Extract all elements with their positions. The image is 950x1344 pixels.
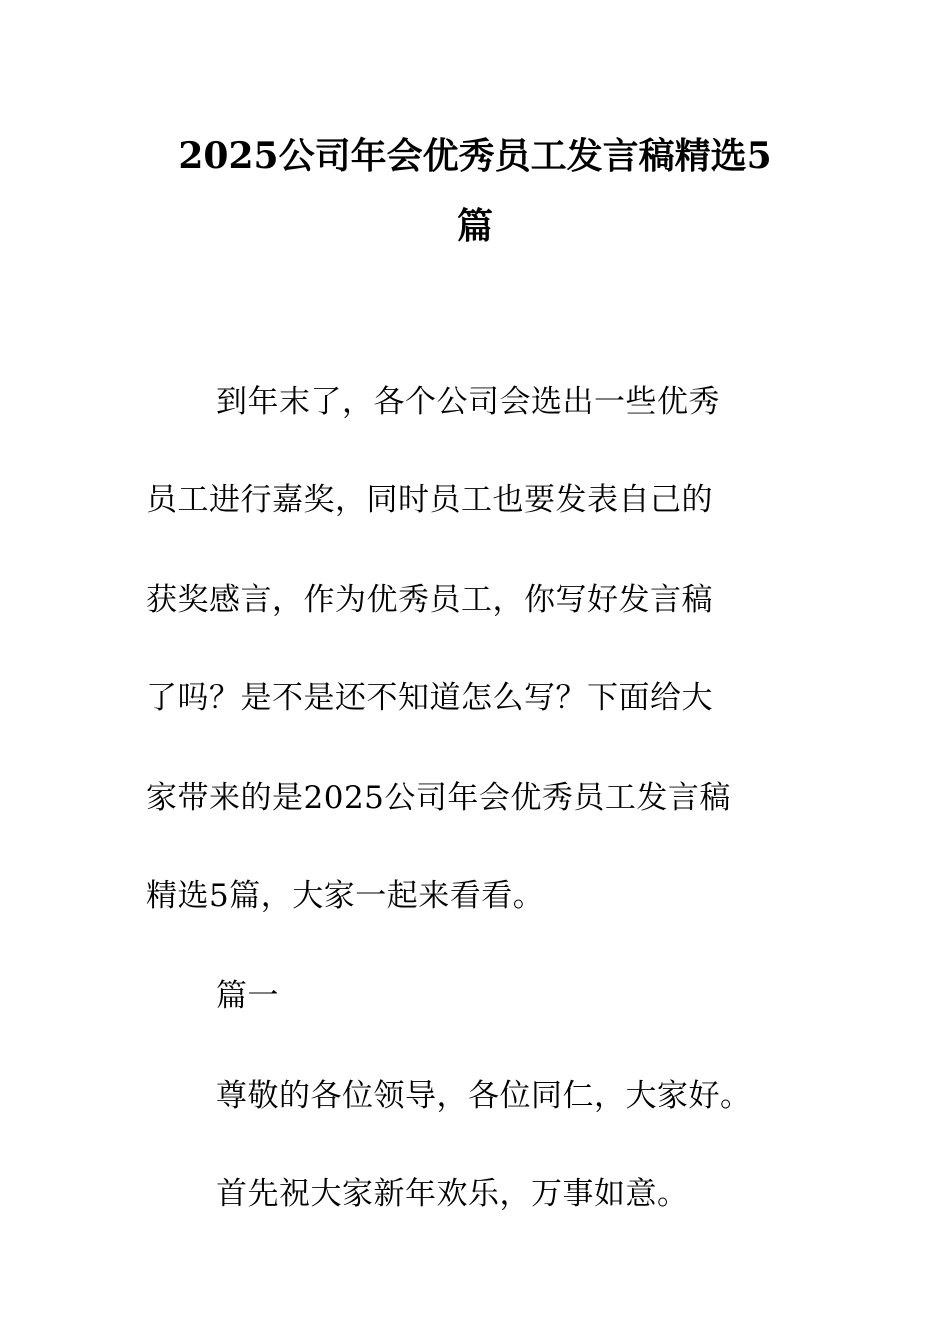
- paragraph-line-6: 精选5篇，大家一起来看看。: [146, 878, 545, 914]
- paragraph-line-1: 到年末了，各个公司会选出一些优秀: [216, 384, 720, 420]
- document-title-line-2: 篇: [456, 205, 493, 247]
- greeting-line: 尊敬的各位领导，各位同仁，大家好。: [216, 1078, 752, 1114]
- document-title-line-1: 2025公司年会优秀员工发言稿精选5: [178, 135, 772, 177]
- paragraph-line-3: 获奖感言，作为优秀员工，你写好发言稿: [146, 582, 713, 618]
- section-heading: 篇一: [216, 978, 279, 1014]
- paragraph-line-2: 员工进行嘉奖，同时员工也要发表自己的: [146, 482, 713, 518]
- paragraph-line-4: 了吗？是不是还不知道怎么写？下面给大: [146, 680, 713, 716]
- wishes-line: 首先祝大家新年欢乐，万事如意。: [216, 1176, 689, 1212]
- paragraph-line-5: 家带来的是2025公司年会优秀员工发言稿: [146, 780, 731, 816]
